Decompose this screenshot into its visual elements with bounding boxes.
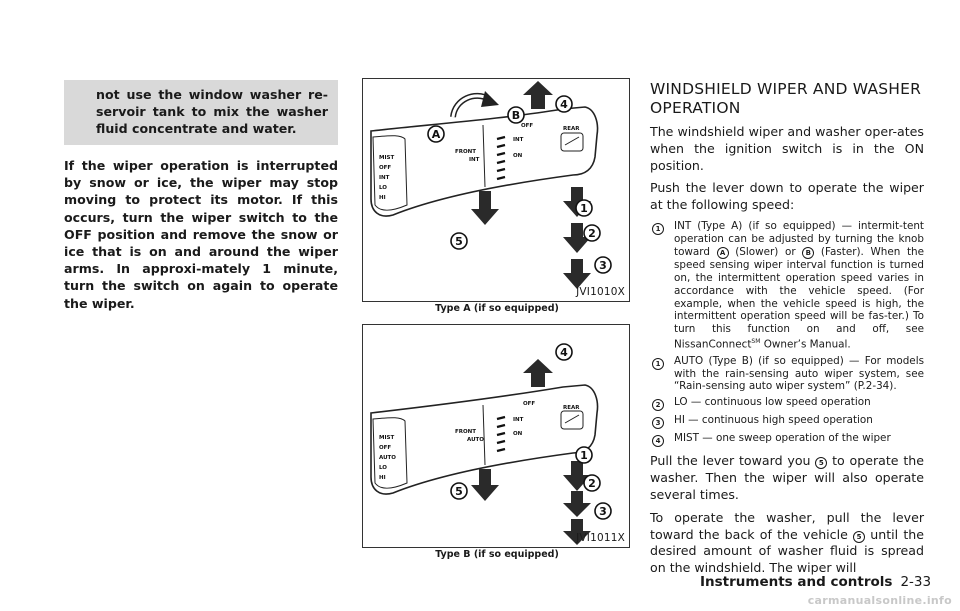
svg-text:OFF: OFF (379, 445, 392, 451)
svg-text:3: 3 (599, 505, 607, 518)
svg-text:4: 4 (560, 346, 568, 359)
svg-text:3: 3 (599, 259, 607, 272)
svg-text:INT: INT (513, 417, 524, 423)
svg-text:MIST: MIST (379, 155, 395, 161)
svg-text:FRONT: FRONT (455, 149, 477, 155)
footer-section-title: Instruments and controls (700, 574, 893, 590)
number-badge: 1 (652, 223, 664, 235)
warning-paragraph: If the wiper operation is interrupted by snow or ice, the wiper may stop moving to protect its motor. If this occurs, turn the wiper switch to the OFF position and remove the snow or ice that is on and around the wiper arms. In approxi-mately 1 minute, turn the switch on again to operate the wiper. (64, 158, 338, 311)
svg-text:2: 2 (588, 477, 596, 490)
page-footer (700, 574, 931, 590)
svg-text:5: 5 (455, 485, 463, 498)
watermark: carmanualsonline.info (807, 594, 952, 607)
svg-text:INT: INT (379, 175, 390, 181)
svg-text:2: 2 (588, 227, 596, 240)
svg-text:REAR: REAR (563, 405, 580, 411)
number-badge: 4 (652, 435, 664, 447)
svg-text:AUTO: AUTO (467, 437, 484, 443)
svg-text:AUTO: AUTO (379, 455, 396, 461)
svg-text:HI: HI (379, 475, 386, 481)
letter-badge: B (802, 247, 814, 259)
number-badge: 2 (652, 399, 664, 411)
item-text: AUTO (Type B) (if so equipped) — For models with the rain-sensing auto wiper system, see “Rain-sensing auto wiper system” (P.2-34). (674, 354, 924, 393)
svg-text:HI: HI (379, 195, 386, 201)
figure-type-a (362, 78, 630, 302)
svg-text:B: B (511, 109, 521, 122)
svg-text:ON: ON (513, 431, 523, 437)
letter-badge: A (717, 247, 729, 259)
number-badge: 5 (853, 531, 865, 543)
item-text: INT (Type A) (if so equipped) — intermit-tent operation can be adjusted by turning the knob toward A (Slower) or B (Faster). When the speed sensing wiper interval function is turned on, the intermittent operation speed varies in accordance with the vehicle speed. (For example, when the vehicle speed is high, the intermittent operation speed will be fas-ter.) To turn this function on and off, see NissanConnect℠ Owner’s Manual. (674, 219, 924, 351)
svg-text:A: A (431, 128, 441, 141)
svg-text:LO: LO (379, 185, 387, 191)
washer-paragraph: To operate the washer, pull the lever toward the back of the vehicle 5 until the desired amount of washer fluid is spread on the windshield. The wiper will (650, 509, 925, 576)
list-item (650, 396, 924, 411)
item-text: LO — continuous low speed operation (674, 396, 871, 409)
svg-text:5: 5 (455, 235, 463, 248)
right-column (650, 80, 924, 583)
figure-caption: Type A (if so equipped) (435, 303, 559, 314)
number-badge: 3 (652, 417, 664, 429)
svg-text:OFF: OFF (521, 123, 534, 129)
list-item (650, 355, 924, 394)
svg-text:1: 1 (580, 449, 588, 462)
svg-text:REAR: REAR (563, 126, 580, 132)
svg-text:LO: LO (379, 465, 387, 471)
svg-text:4: 4 (560, 98, 568, 111)
list-item (650, 414, 924, 429)
svg-text:ON: ON (513, 153, 523, 159)
left-column (64, 80, 338, 312)
section-heading: WINDSHIELD WIPER AND WASHER OPERATION (650, 80, 922, 117)
figure-caption: Type B (if so equipped) (435, 549, 559, 560)
svg-text:MIST: MIST (379, 435, 395, 441)
svg-text:FRONT: FRONT (455, 429, 477, 435)
list-item (650, 220, 924, 352)
svg-text:OFF: OFF (379, 165, 392, 171)
list-item (650, 432, 924, 447)
figures-column (362, 78, 632, 563)
svg-text:1: 1 (580, 202, 588, 215)
wiper-lever-illustration-b (363, 325, 629, 547)
intro-paragraph: The windshield wiper and washer oper-ates when the ignition switch is in the ON position. (650, 124, 924, 173)
number-badge: 5 (815, 457, 827, 469)
pull-lever-paragraph: Pull the lever toward you 5 to operate the washer. Then the wiper will also operate several times. (650, 453, 924, 502)
page-number: 2-33 (900, 574, 932, 590)
svg-text:INT: INT (513, 137, 524, 143)
figure-type-b (362, 324, 630, 548)
push-lever-paragraph: Push the lever down to operate the wiper at the following speed: (650, 180, 924, 213)
wiper-lever-illustration-a (363, 79, 629, 301)
number-badge: 1 (652, 358, 664, 370)
svg-text:OFF: OFF (523, 401, 536, 407)
item-text: HI — continuous high speed operation (674, 414, 873, 427)
note-box: not use the window washer re-servoir tank to mix the washer fluid concentrate and water. (64, 80, 338, 145)
item-text: MIST — one sweep operation of the wiper (674, 432, 891, 445)
svg-text:INT: INT (469, 157, 480, 163)
figure-code: JVI1011X (576, 532, 625, 544)
figure-code: JVI1010X (576, 286, 625, 298)
